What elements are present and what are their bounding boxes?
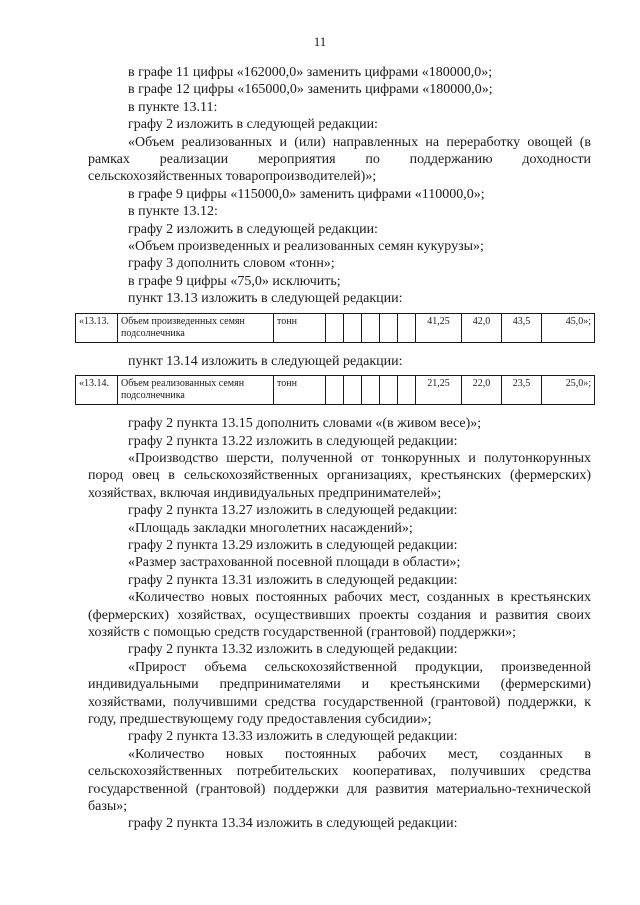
paragraph: «Объем произведенных и реализованных семян кукурузы»; <box>128 239 484 255</box>
paragraph: «Производство шерсти, полученной от тонкорунных и полутонкорунных пород овец в сельскохозяйственных организациях, крестьянских (фермерских) хозяйствах, включая индивидуальных предпринимателей»; <box>88 450 591 501</box>
paragraph: в пункте 13.11: <box>128 99 218 115</box>
paragraph: графу 2 изложить в следующей редакции: <box>128 117 378 133</box>
cell-empty <box>344 376 362 405</box>
paragraph: графу 2 пункта 13.15 дополнить словами «(в живом весе)»; <box>128 416 482 432</box>
cell-value: 22,0 <box>462 376 502 405</box>
paragraph: в графе 12 цифры «165000,0» заменить цифрами «180000,0»; <box>128 82 493 98</box>
paragraph: графу 2 пункта 13.22 изложить в следующей редакции: <box>128 433 458 449</box>
paragraph: в графе 9 цифры «115000,0» заменить цифрами «110000,0»; <box>128 186 485 202</box>
paragraph: пункт 13.14 изложить в следующей редакции: <box>128 353 403 369</box>
cell-unit: тонн <box>274 313 326 342</box>
cell-empty <box>362 313 380 342</box>
table-row <box>76 376 595 405</box>
paragraph: графу 2 пункта 13.32 изложить в следующей редакции: <box>128 642 458 658</box>
cell-value: 23,5 <box>502 376 542 405</box>
cell-empty <box>326 376 344 405</box>
paragraph: пункт 13.13 изложить в следующей редакции: <box>128 291 403 307</box>
cell-item-number: «13.14. <box>76 376 118 405</box>
cell-empty <box>326 313 344 342</box>
paragraph: в графе 11 цифры «162000,0» заменить цифрами «180000,0»; <box>128 65 493 80</box>
cell-empty <box>380 376 398 405</box>
paragraph: «Прирост объема сельскохозяйственной продукции, произведенной индивидуальными предпринимателями и крестьянскими (фермерскими) хозяйствами, получившими средства государственной (грантовой) поддержки, к году, предшествующему году предоставления субсидии»; <box>88 659 591 727</box>
cell-value: 45,0»; <box>542 313 595 342</box>
table-13-13 <box>75 313 595 343</box>
cell-value: 21,25 <box>416 376 462 405</box>
table-13-14 <box>75 375 595 405</box>
cell-value: 41,25 <box>416 313 462 342</box>
cell-empty <box>398 376 416 405</box>
paragraph: «Площадь закладки многолетних насаждений»; <box>128 520 413 536</box>
cell-empty <box>398 313 416 342</box>
paragraph: графу 2 пункта 13.29 изложить в следующей редакции: <box>128 537 458 553</box>
paragraph: графу 3 дополнить словом «тонн»; <box>128 256 335 272</box>
cell-value: 42,0 <box>462 313 502 342</box>
cell-indicator-name: Объем реализованных семян подсолнечника <box>118 376 274 405</box>
cell-empty <box>380 313 398 342</box>
paragraph: графу 2 пункта 13.34 изложить в следующей редакции: <box>128 816 458 832</box>
paragraph: графу 2 пункта 13.33 изложить в следующей редакции: <box>128 729 458 745</box>
cell-indicator-name: Объем произведенных семян подсолнечника <box>118 313 274 342</box>
paragraph: графу 2 пункта 13.27 изложить в следующей редакции: <box>128 503 458 519</box>
cell-value: 25,0»; <box>542 376 595 405</box>
paragraph: в пункте 13.12: <box>128 204 218 220</box>
paragraph: графу 2 изложить в следующей редакции: <box>128 221 378 237</box>
paragraph: в графе 9 цифры «75,0» исключить; <box>128 273 341 289</box>
cell-empty <box>362 376 380 405</box>
cell-value: 43,5 <box>502 313 542 342</box>
cell-unit: тонн <box>274 376 326 405</box>
paragraph: «Количество новых постоянных рабочих мест, созданных в крестьянских (фермерских) хозяйствах, осуществивших проекты создания и развития своих хозяйств с помощью средств государственной (грантовой) поддержки»; <box>88 590 591 640</box>
page-number: 11 <box>313 34 327 49</box>
table-row <box>76 313 595 342</box>
document-body <box>79 64 591 833</box>
paragraph: «Количество новых постоянных рабочих мест, созданных в сельскохозяйственных потребительских кооперативах, получивших средства государственной (грантовой) поддержки для развития материально-технической базы»; <box>88 746 591 815</box>
paragraph: графу 2 пункта 13.31 изложить в следующей редакции: <box>128 572 458 588</box>
paragraph: «Размер застрахованной посевной площади в области»; <box>128 555 461 571</box>
cell-empty <box>344 313 362 342</box>
cell-item-number: «13.13. <box>76 313 118 342</box>
paragraph: «Объем реализованных и (или) направленных на переработку овощей (в рамках реализации мероприятия по поддержанию доходности сельскохозяйственных товаропроизводителей)»; <box>88 134 591 185</box>
